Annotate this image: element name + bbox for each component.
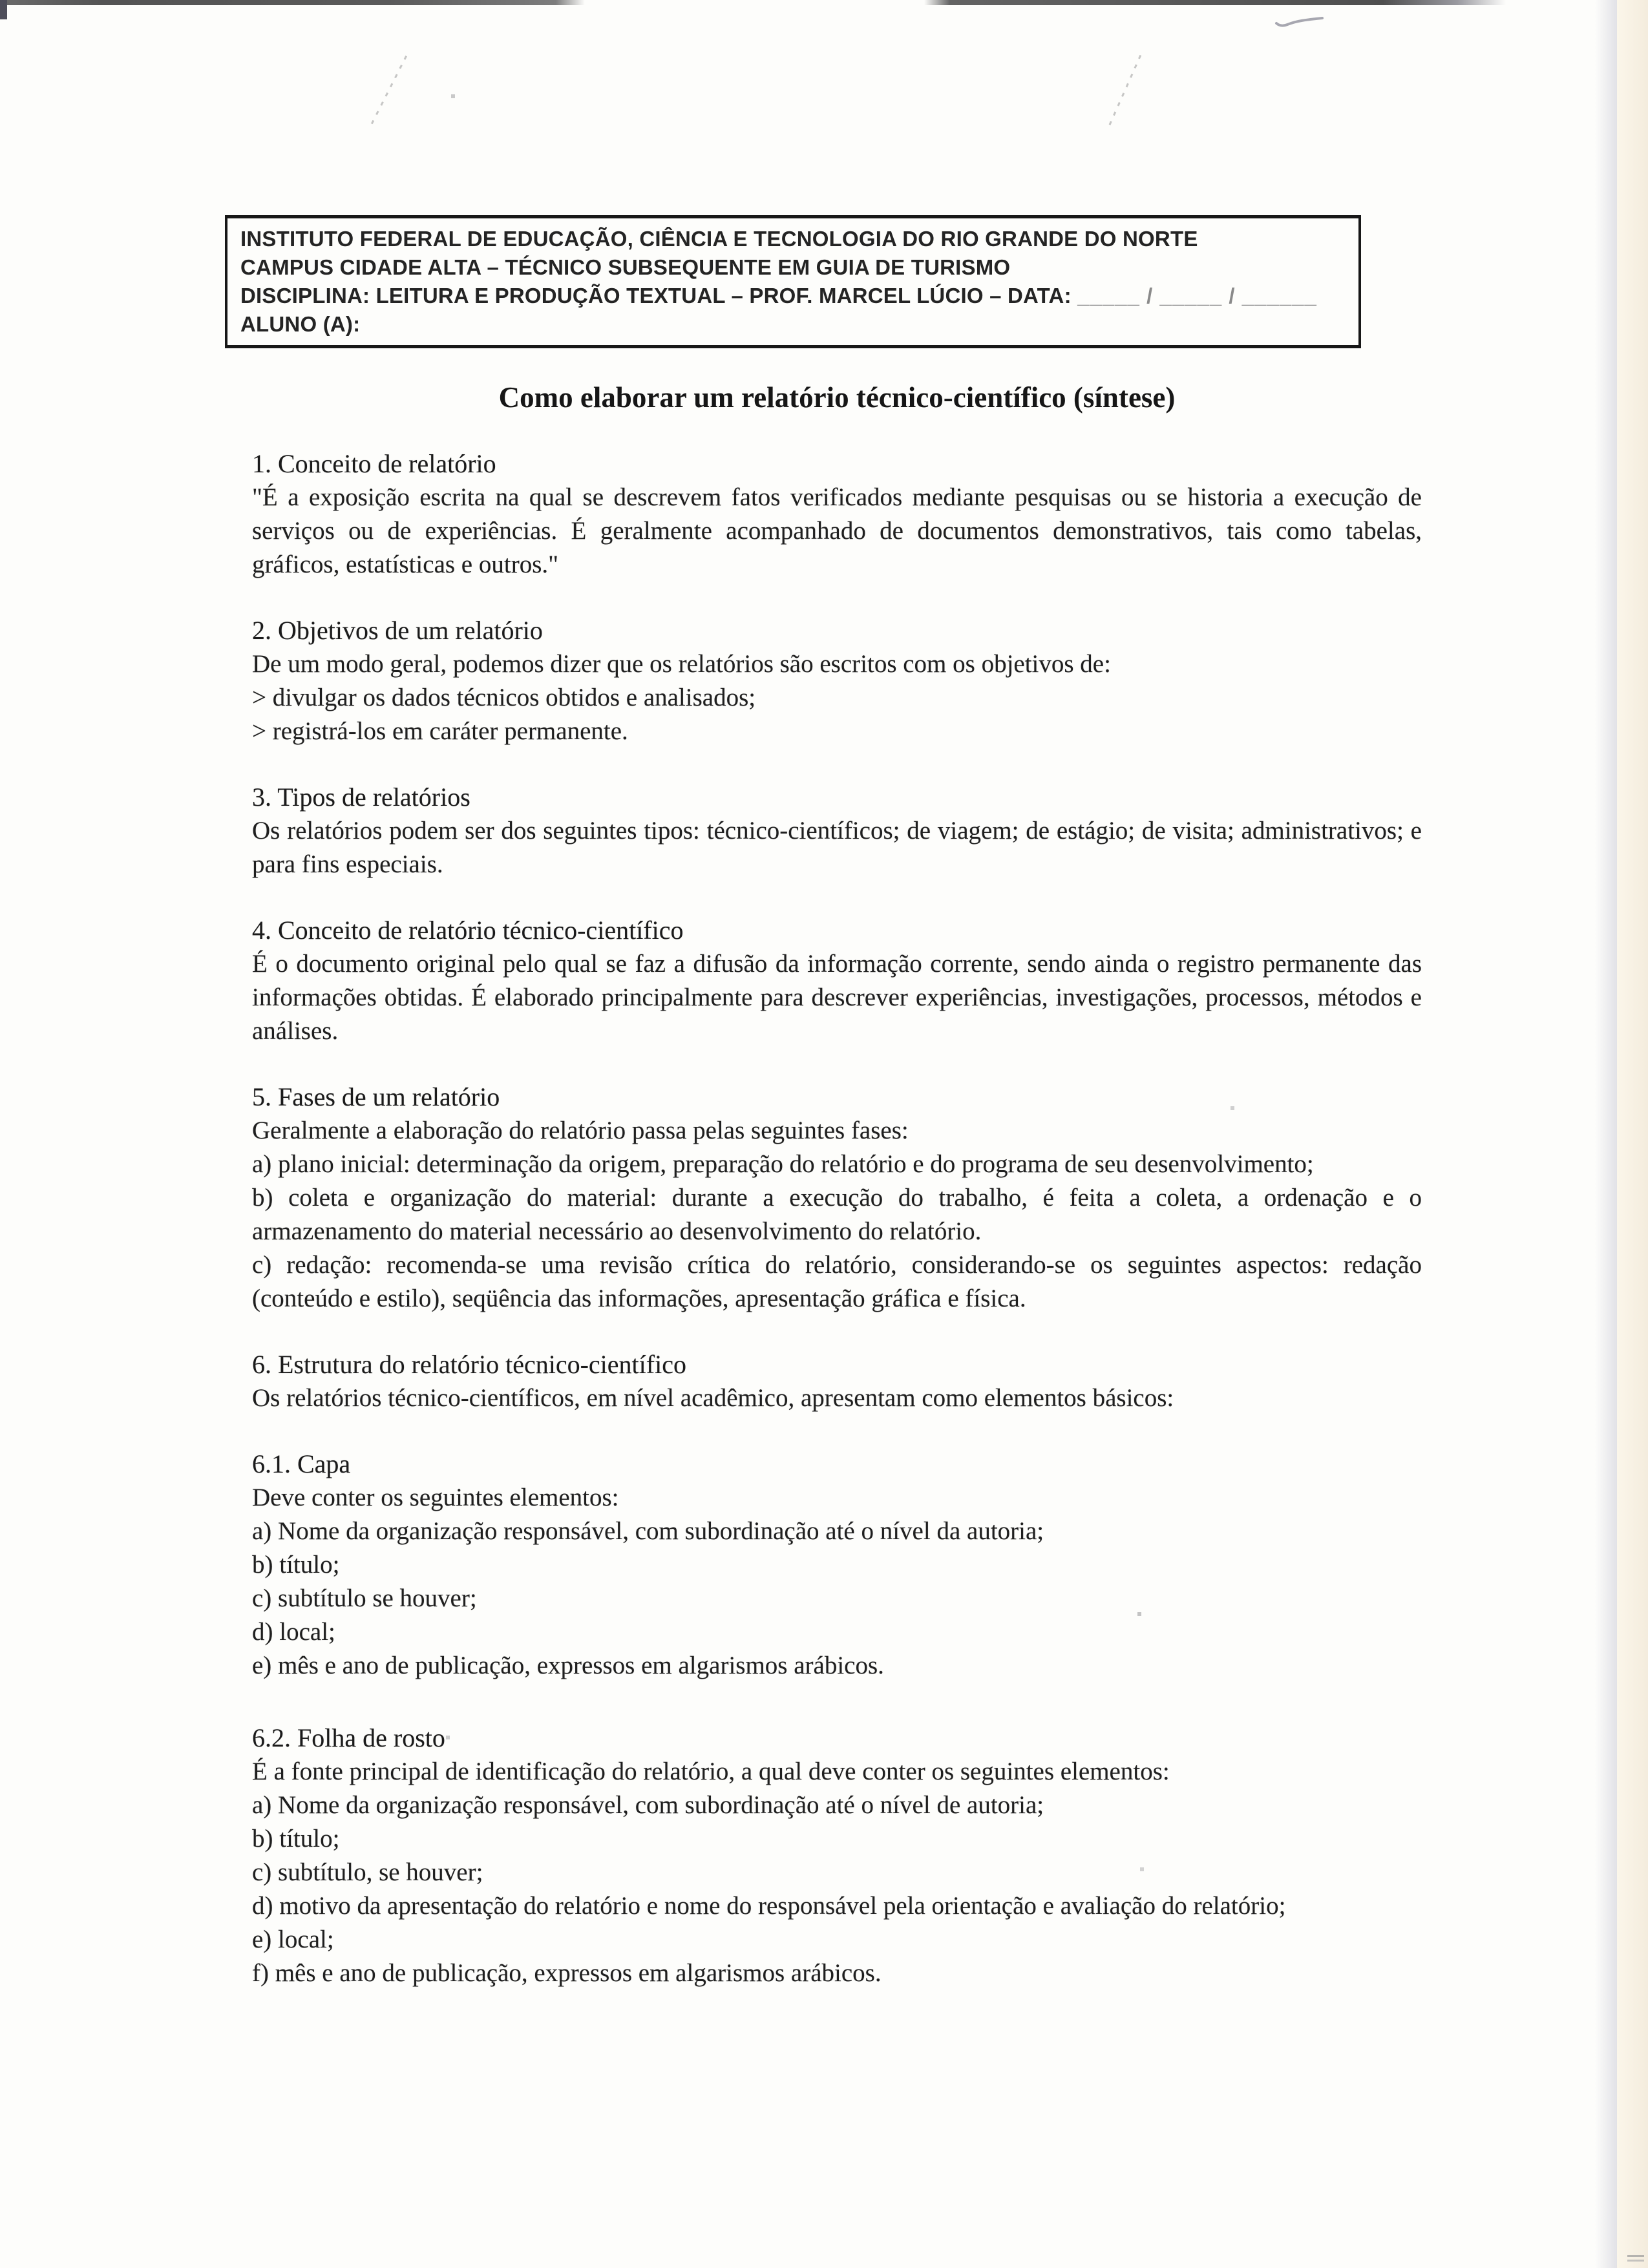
date-blank-fields: _____ / _____ / ______	[1077, 284, 1317, 308]
scanner-corner-mark	[0, 0, 7, 19]
list-item: b) título;	[252, 1825, 340, 1853]
section-6-1-capa	[252, 1447, 1422, 1683]
section-paragraph: Os relatórios técnico-científicos, em nível acadêmico, apresentam como elementos básicos:	[252, 1384, 1174, 1412]
section-2-objetivos	[252, 614, 1422, 748]
section-paragraph: É o documento original pelo qual se faz a difusão da informação corrente, sendo ainda o registro permanente das informações obtidas. É elaborado principalmente para descrever experiências, investigações, processos, métodos e análises.	[252, 950, 1422, 1045]
section-paragraph: De um modo geral, podemos dizer que os relatórios são escritos com os objetivos de:	[252, 650, 1111, 678]
section-heading: 6.2. Folha de rosto	[252, 1723, 445, 1752]
scanner-background-right	[1617, 0, 1648, 2268]
section-paragraph: Geralmente a elaboração do relatório passa pelas seguintes fases:	[252, 1117, 909, 1144]
document-title: Como elaborar um relatório técnico-científico (síntese)	[498, 381, 1176, 414]
section-heading: 2. Objetivos de um relatório	[252, 616, 543, 645]
scanner-mark-bottom-right	[1627, 2255, 1644, 2262]
section-6-2-folha-de-rosto	[252, 1721, 1422, 1990]
section-4-conceito-tecnico-cientifico	[252, 914, 1422, 1048]
list-item: b) coleta e organização do material: durante a execução do trabalho, é feita a coleta, a ordenação e o armazenamento do material necessário ao desenvolvimento do relatório.	[252, 1184, 1422, 1245]
list-item: f) mês e ano de publicação, expressos em algarismos arábicos.	[252, 1959, 882, 1987]
header-campus-course: CAMPUS CIDADE ALTA – TÉCNICO SUBSEQUENTE EM GUIA DE TURISMO	[240, 255, 1011, 279]
section-heading: 3. Tipos de relatórios	[252, 782, 470, 812]
section-heading: 4. Conceito de relatório técnico-científico	[252, 916, 684, 945]
header-institution: INSTITUTO FEDERAL DE EDUCAÇÃO, CIÊNCIA E TECNOLOGIA DO RIO GRANDE DO NORTE	[240, 227, 1198, 251]
section-heading: 1. Conceito de relatório	[252, 449, 496, 478]
list-item: a) plano inicial: determinação da origem, preparação do relatório e do programa de seu desenvolvimento;	[252, 1150, 1314, 1178]
list-item: c) subtítulo se houver;	[252, 1584, 477, 1612]
section-5-fases	[252, 1080, 1422, 1316]
paper-edge-shadow	[1595, 0, 1617, 2268]
section-paragraph: Deve conter os seguintes elementos:	[252, 1484, 619, 1511]
list-item: a) Nome da organização responsável, com subordinação até o nível da autoria;	[252, 1517, 1044, 1545]
section-heading: 6.1. Capa	[252, 1449, 351, 1478]
document-body	[252, 0, 1422, 1990]
section-paragraph: "É a exposição escrita na qual se descrevem fatos verificados mediante pesquisas ou se historia a execução de serviços ou de experiências. É geralmente acompanhado de documentos demonstrativos, tais como tabelas, gráficos, estatísticas e outros."	[252, 483, 1422, 578]
section-heading: 6. Estrutura do relatório técnico-científico	[252, 1350, 686, 1379]
list-item: c) redação: recomenda-se uma revisão crítica do relatório, considerando-se os seguintes aspectos: redação (conteúdo e estilo), seqüência das informações, apresentação gráfica e física.	[252, 1251, 1422, 1312]
list-item: d) local;	[252, 1618, 335, 1646]
section-paragraph: É a fonte principal de identificação do relatório, a qual deve conter os seguintes elementos:	[252, 1758, 1170, 1785]
header-discipline-label: DISCIPLINA: LEITURA E PRODUÇÃO TEXTUAL – PROF. MARCEL LÚCIO – DATA:	[240, 284, 1078, 308]
header-student-label: ALUNO (A):	[240, 312, 361, 336]
section-heading: 5. Fases de um relatório	[252, 1082, 500, 1111]
list-item: b) título;	[252, 1551, 340, 1579]
bullet-item: > registrá-los em caráter permanente.	[252, 717, 628, 745]
section-paragraph: Os relatórios podem ser dos seguintes tipos: técnico-científicos; de viagem; de estágio; de visita; administrativos; e para fins especiais.	[252, 817, 1422, 878]
bullet-item: > divulgar os dados técnicos obtidos e analisados;	[252, 684, 756, 711]
section-1-conceito-de-relatorio	[252, 447, 1422, 582]
list-item: a) Nome da organização responsável, com subordinação até o nível de autoria;	[252, 1791, 1044, 1819]
section-3-tipos	[252, 781, 1422, 881]
list-item: e) mês e ano de publicação, expressos em algarismos arábicos.	[252, 1652, 884, 1679]
list-item: c) subtítulo, se houver;	[252, 1858, 483, 1886]
list-item: e) local;	[252, 1926, 334, 1953]
dust-specks	[0, 0, 1, 1]
section-6-estrutura	[252, 1348, 1422, 1415]
list-item: d) motivo da apresentação do relatório e nome do responsável pela orientação e avaliação do relatório;	[252, 1892, 1286, 1920]
